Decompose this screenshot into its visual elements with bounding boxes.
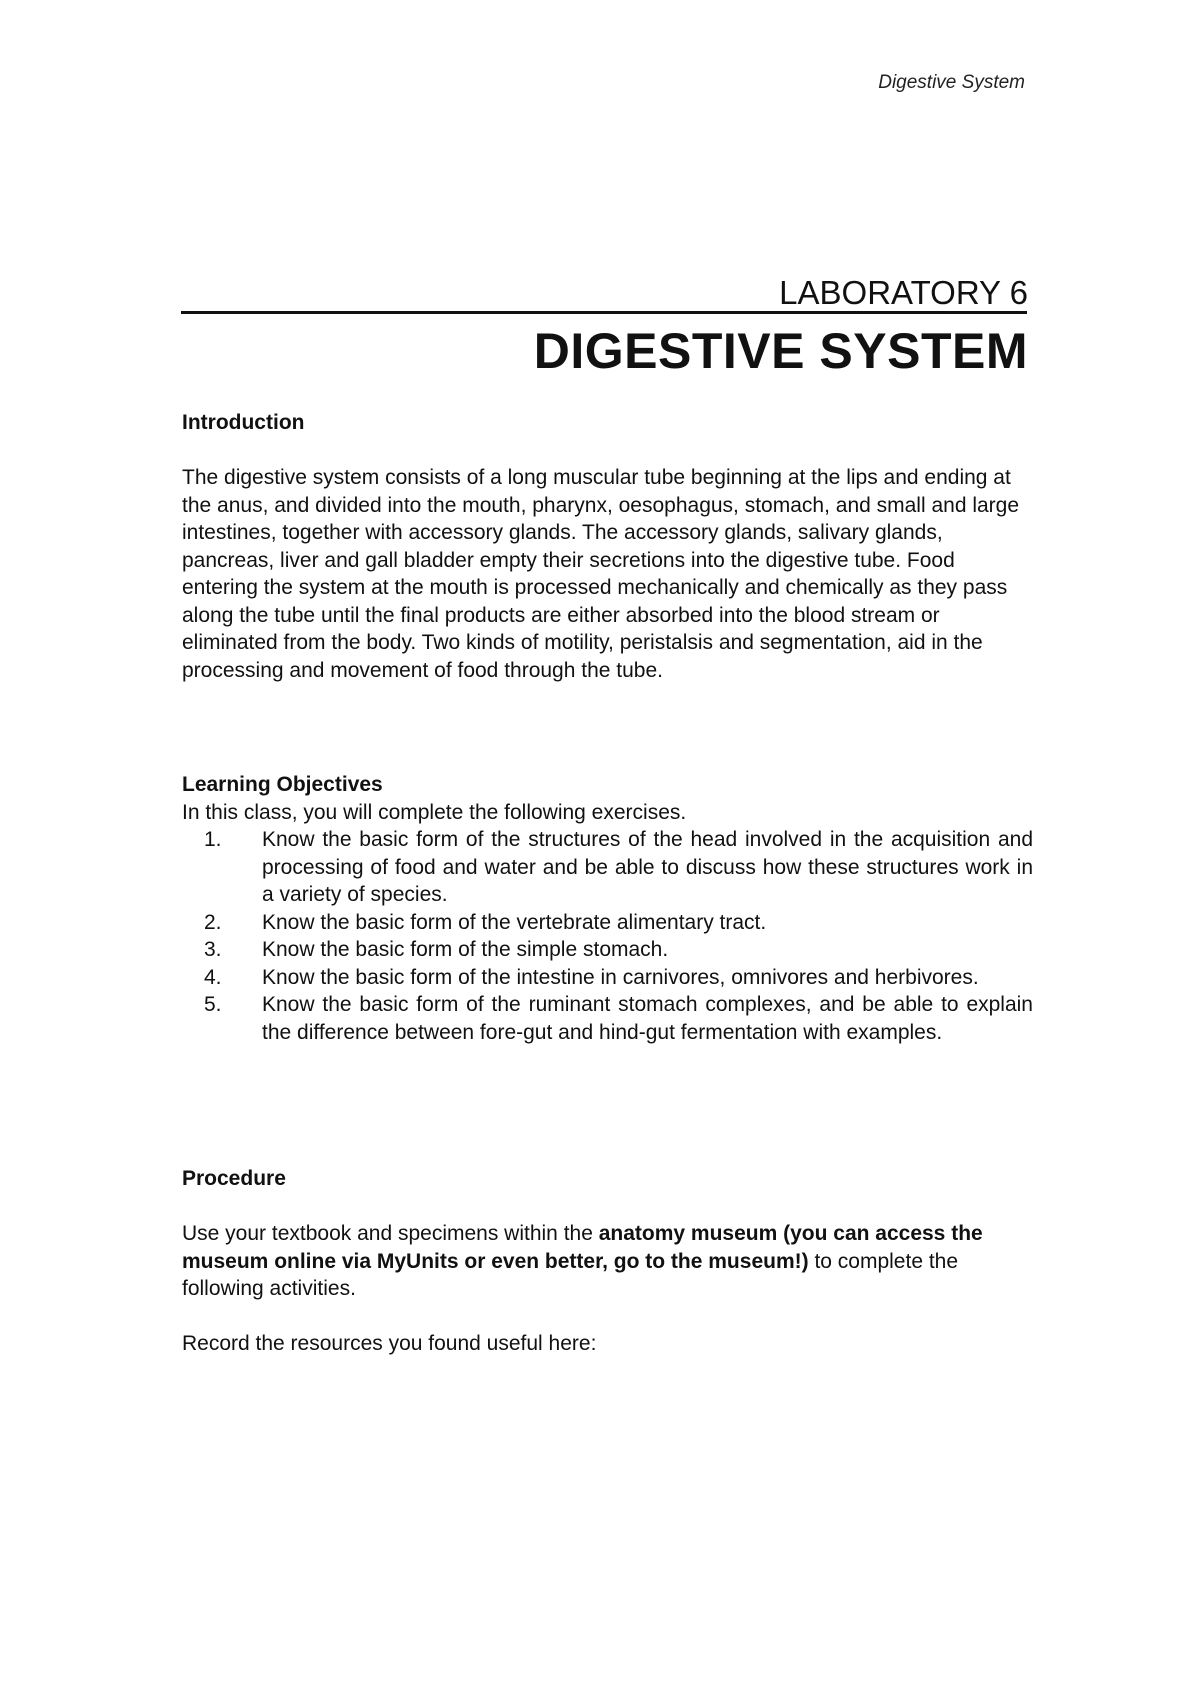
list-item-text: Know the basic form of the simple stomach.	[262, 938, 669, 961]
objectives-list	[182, 826, 1033, 1046]
introduction-heading: Introduction	[182, 411, 305, 434]
objectives-intro: In this class, you will complete the following exercises.	[182, 800, 687, 824]
list-item-number: 4.	[204, 965, 222, 989]
objectives-section	[182, 771, 1033, 1046]
list-item	[182, 936, 1033, 964]
list-item	[182, 991, 1033, 1046]
introduction-section	[182, 409, 1033, 684]
list-item	[182, 909, 1033, 937]
lab-number: LABORATORY 6	[779, 274, 1028, 311]
procedure-body	[182, 1220, 1033, 1303]
title-rule	[181, 311, 1027, 314]
list-item-text: Know the basic form of the intestine in carnivores, omnivores and herbivores.	[262, 965, 979, 989]
procedure-section	[182, 1165, 1033, 1358]
objectives-heading: Learning Objectives	[182, 773, 383, 796]
list-item-text: Know the basic form of the vertebrate alimentary tract.	[262, 910, 767, 934]
running-header: Digestive System	[878, 72, 1025, 93]
list-item	[182, 964, 1033, 992]
procedure-text-bold: anatomy museum (you can access the museum online via MyUnits or even better, go to the museum!)	[182, 1222, 983, 1273]
list-item-number: 3.	[204, 938, 222, 961]
procedure-text-before: Use your textbook and specimens within the	[182, 1222, 599, 1245]
page-title: DIGESTIVE SYSTEM	[533, 323, 1028, 379]
procedure-heading: Procedure	[182, 1167, 286, 1190]
list-item-number: 5.	[204, 993, 222, 1016]
list-item-text: Know the basic form of the structures of the head involved in the acquisition and processing of food and water and be able to discuss how these structures work in a variety of species.	[262, 828, 1033, 906]
record-prompt: Record the resources you found useful here:	[182, 1332, 597, 1355]
list-item-number: 1.	[204, 828, 222, 851]
list-item-text: Know the basic form of the ruminant stomach complexes, and be able to explain the difference between fore-gut and hind-gut fermentation with examples.	[262, 993, 1033, 1044]
introduction-body: The digestive system consists of a long muscular tube beginning at the lips and ending at the anus, and divided into the mouth, pharynx, oesophagus, stomach, and small and large intestines, together with accessory glands. The accessory glands, salivary glands, pancreas, liver and gall bladder empty their secretions into the digestive tube. Food entering the system at the mouth is processed mechanically and chemically as they pass along the tube until the final products are either absorbed into the blood stream or eliminated from the body. Two kinds of motility, peristalsis and segmentation, aid in the processing and movement of food through the tube.	[182, 466, 1020, 682]
list-item	[182, 826, 1033, 909]
list-item-number: 2.	[204, 910, 222, 934]
procedure-text-after: to complete the following activities.	[182, 1249, 959, 1300]
